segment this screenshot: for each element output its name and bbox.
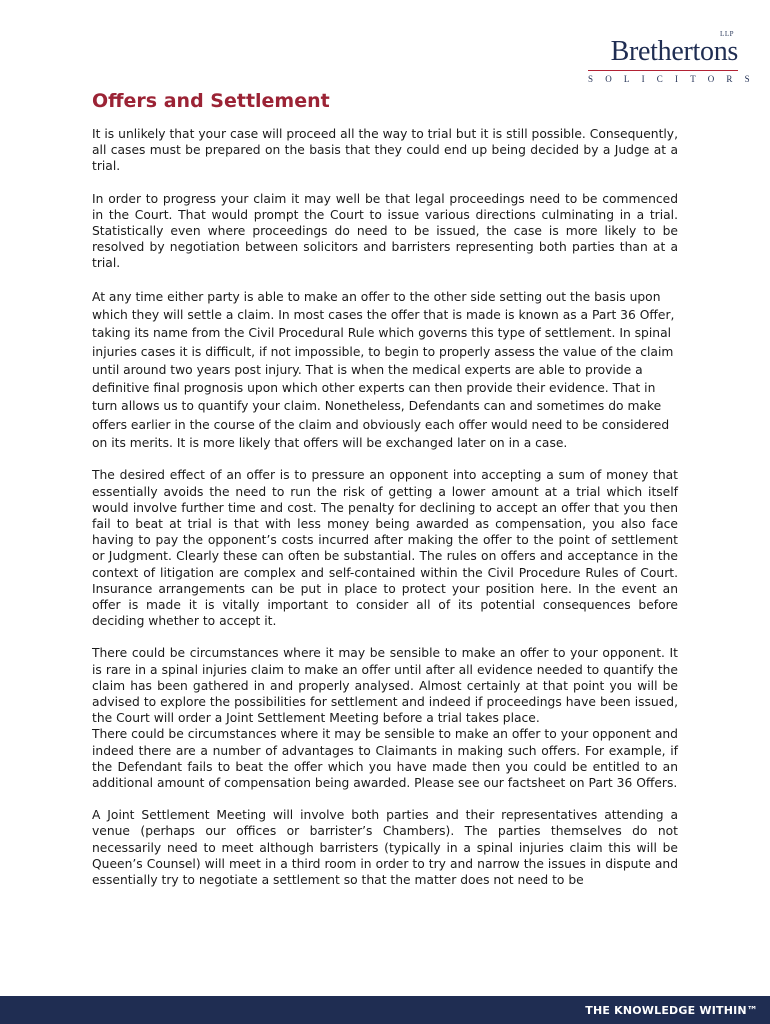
paragraph-desired-effect: The desired effect of an offer is to pressure an opponent into accepting a sum of money that essentially avoids the need to run the risk of getting a lower amount at a trial which itself would involve further time and cost. The penalty for declining to accept an offer that you then fail to beat at trial is that with less money being awarded as compensation, you also face having to pay the opponent’s costs incurred after making the offer to the point of settlement or Judgment. Clearly these can often be substantial. The rules on offers and acceptance in the context of litigation are complex and self-contained within the Civil Procedure Rules of Court. Insurance arrangements can be put in place to protect your position here. In the event an offer is made it is vitally important to consider all of its potential consequences before deciding whether to accept it. xyxy=(92,468,678,629)
page-title: Offers and Settlement xyxy=(92,90,330,112)
paragraph-joint-settlement: A Joint Settlement Meeting will involve both parties and their representatives attending a venue (perhaps our offices or barrister’s Chambers). The parties themselves do not necessarily need to meet although barristers (typically in a spinal injuries claim this will be Queen’s Counsel) will meet in a third room in order to try and narrow the issues in dispute and essentially try to negotiate a settlement so that the matter does not need to be xyxy=(92,808,678,887)
paragraph-part36-offers: At any time either party is able to make an offer to the other side setting out the basis upon which they will settle a claim. In most cases the offer that is made is known as a Part 36 Offer, taking its name from the Civil Procedural Rule which governs this type of settlement. In spinal injuries cases it is difficult, if not impossible, to begin to properly assess the value of the claim until around two years post injury. That is when the medical experts are able to provide a definitive final prognosis upon which other experts can then provide their evidence. That in turn allows us to quantify your claim. Nonetheless, Defendants can and sometimes do make offers earlier in the course of the claim and obviously each offer would need to be considered on its merits. It is more likely that offers will be exchanged later on in a case. xyxy=(92,289,675,450)
paragraph-circumstances-2: There could be circumstances where it may be sensible to make an offer to your opponent and indeed there are a number of advantages to Claimants in making such offers. For example, if the Defendant fails to beat the offer which you have made then you could be entitled to an additional amount of compensation being awarded. Please see our factsheet on Part 36 Offers. xyxy=(92,727,678,790)
paragraph-circumstances-1: There could be circumstances where it may be sensible to make an offer to your opponent. It is rare in a spinal injuries claim to make an offer until after all evidence needed to quantify the claim has been gathered in and properly analysed. Almost certainly at that point you will be advised to explore the possibilities for settlement and indeed if proceedings have been issued, the Court will order a Joint Settlement Meeting before a trial takes place. xyxy=(92,646,678,726)
footer-tagline: THE KNOWLEDGE WITHIN™ xyxy=(585,1004,758,1017)
document-body xyxy=(92,126,678,904)
brethertons-logo xyxy=(588,30,762,84)
paragraph-intro: It is unlikely that your case will proceed all the way to trial but it is still possible. Consequently, all cases must be prepared on the basis that they could end up being decided by a Judge at a trial. xyxy=(92,127,678,174)
logo-llp: LLP xyxy=(720,30,734,38)
logo-subtitle: SOLICITORS xyxy=(588,74,762,84)
paragraph-proceedings: In order to progress your claim it may well be that legal proceedings need to be commenced in the Court. That would prompt the Court to issue various directions culminating in a trial. Statistically even where proceedings do need to be issued, the case is more likely to be resolved by negotiation between solicitors and barristers representing both parties than at a trial. xyxy=(92,191,678,271)
logo-name: Brethertons xyxy=(610,36,738,67)
logo-divider xyxy=(588,70,738,71)
footer-band xyxy=(0,996,770,1024)
